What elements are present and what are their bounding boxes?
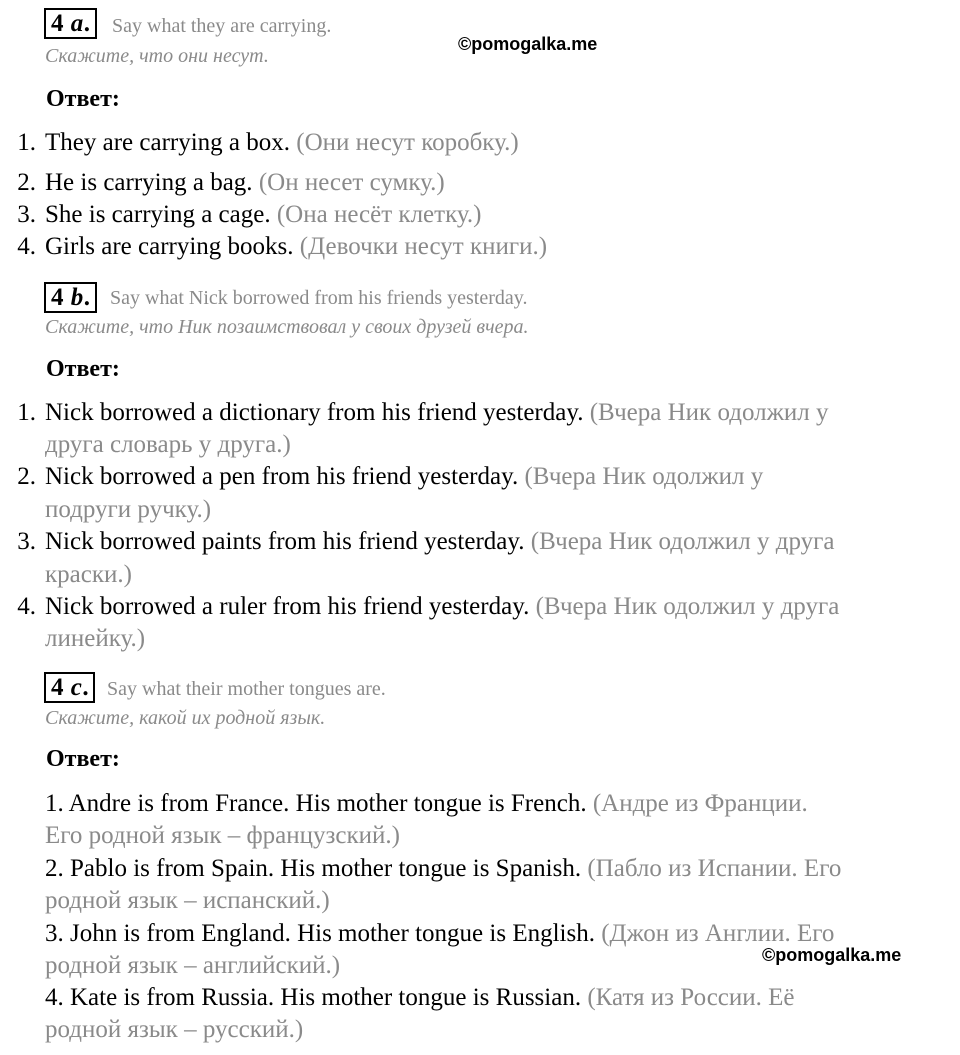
list-item: Nick borrowed a pen from his friend yesterday. (Вчера Ник одолжил у <box>45 463 764 490</box>
list-item: Girls are carrying books. (Девочки несут книги.) <box>45 233 548 260</box>
answer-a-label: Ответ: <box>46 86 120 112</box>
list-item: Nick borrowed a ruler from his friend yesterday. (Вчера Ник одолжил у друга <box>45 593 840 620</box>
list-item: 3. John is from England. His mother tongue is English. (Джон из Англии. Его <box>45 920 835 947</box>
task-a-badge: 4 a. <box>44 8 97 39</box>
watermark: ©pomogalka.me <box>458 34 598 54</box>
list-item: 1. Andre is from France. His mother tongue is French. (Андре из Франции. <box>45 790 808 817</box>
task-b-instruction-en: Say what Nick borrowed from his friends yesterday. <box>110 287 528 309</box>
task-a-header <box>44 8 97 39</box>
task-b-header <box>44 282 97 313</box>
list-item-continuation: Его родной язык – французский.) <box>45 822 400 849</box>
list-item-continuation: линейку.) <box>45 625 146 652</box>
answer-b-label: Ответ: <box>46 356 120 382</box>
list-item: He is carrying a bag. (Он несет сумку.) <box>45 169 445 196</box>
task-b-badge: 4 b. <box>44 282 97 313</box>
list-item-continuation: подруги ручку.) <box>45 496 212 523</box>
task-c-header <box>44 672 95 703</box>
list-item: They are carrying a box. (Они несут коробку.) <box>45 129 519 156</box>
task-c-badge: 4 c. <box>44 672 95 703</box>
list-item-continuation: краски.) <box>45 561 132 588</box>
list-item: She is carrying a cage. (Она несёт клетку.) <box>45 201 482 228</box>
list-item: 4. Kate is from Russia. His mother tongue is Russian. (Катя из России. Её <box>45 984 795 1011</box>
list-item-continuation: друга словарь у друга.) <box>45 431 291 458</box>
list-item-continuation: родной язык – английский.) <box>45 952 341 979</box>
list-number: 1. <box>17 399 36 426</box>
list-item: Nick borrowed a dictionary from his friend yesterday. (Вчера Ник одолжил у <box>45 399 829 426</box>
task-c-instruction-en: Say what their mother tongues are. <box>107 678 386 700</box>
watermark-bottom: ©pomogalka.me <box>762 945 902 965</box>
task-c-instruction-ru: Скажите, какой их родной язык. <box>45 707 326 729</box>
list-item-continuation: родной язык – русский.) <box>45 1016 304 1043</box>
list-number: 4. <box>17 593 36 620</box>
list-number: 3. <box>17 201 36 228</box>
list-number: 2. <box>17 169 36 196</box>
task-a-instruction-ru: Скажите, что они несут. <box>45 45 269 67</box>
answer-c-label: Ответ: <box>46 746 120 772</box>
list-item-continuation: родной язык – испанский.) <box>45 887 330 914</box>
task-b-instruction-ru: Скажите, что Ник позаимствовал у своих друзей вчера. <box>45 316 529 338</box>
list-number: 4. <box>17 233 36 260</box>
list-item: 2. Pablo is from Spain. His mother tongue is Spanish. (Пабло из Испании. Его <box>45 855 842 882</box>
list-item: Nick borrowed paints from his friend yesterday. (Вчера Ник одолжил у друга <box>45 528 835 555</box>
task-a-instruction-en: Say what they are carrying. <box>112 15 332 37</box>
list-number: 2. <box>17 463 36 490</box>
list-number: 1. <box>17 129 36 156</box>
list-number: 3. <box>17 528 36 555</box>
